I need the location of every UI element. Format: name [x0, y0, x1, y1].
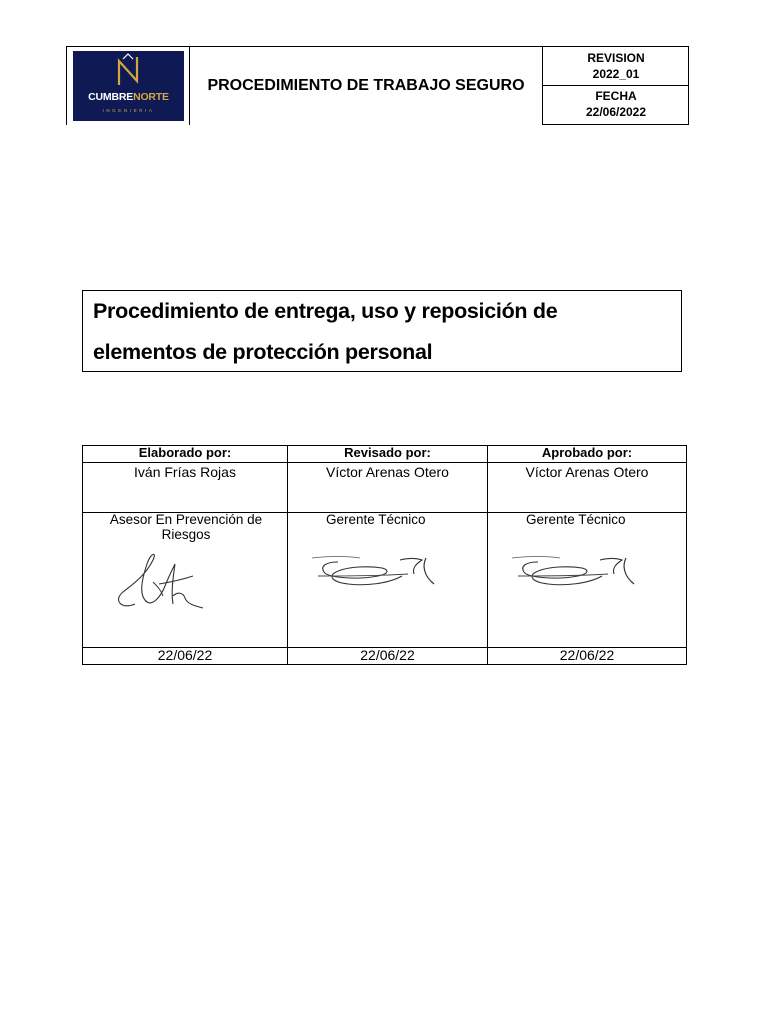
signature-column-revisado	[287, 446, 487, 664]
signature-date: 22/06/22	[488, 647, 686, 664]
document-title-line1: Procedimiento de entrega, uso y reposición de	[93, 299, 558, 323]
date-label: FECHA	[595, 89, 637, 103]
document-title-line2: elementos de protección personal	[93, 340, 433, 364]
handwritten-signature-icon	[308, 550, 458, 595]
document-header	[66, 46, 689, 125]
n-mountain-logo-icon	[73, 51, 184, 91]
signer-name: Víctor Arenas Otero	[488, 463, 686, 513]
signature-column-aprobado	[487, 446, 686, 664]
header-title: PROCEDIMIENTO DE TRABAJO SEGURO	[207, 77, 525, 94]
date-value: 22/06/2022	[585, 105, 647, 119]
revision-label: REVISION	[587, 51, 645, 65]
signer-name: Iván Frías Rojas	[83, 463, 287, 513]
company-logo	[73, 51, 184, 121]
logo-subtitle: INGENIERIA	[102, 108, 155, 113]
handwritten-signature-icon	[508, 550, 658, 595]
revision-box	[543, 47, 689, 86]
signer-role: Gerente Técnico	[326, 512, 426, 527]
handwritten-signature-icon	[113, 546, 213, 616]
logo-wordmark: CUMBRENORTE	[88, 91, 169, 103]
signature-table	[82, 445, 687, 665]
signer-name: Víctor Arenas Otero	[288, 463, 487, 513]
document-title	[82, 290, 682, 372]
column-header: Elaborado por:	[83, 446, 287, 463]
signer-role: Gerente Técnico	[526, 512, 626, 527]
revision-value: 2022_01	[592, 67, 640, 81]
signature-date: 22/06/22	[83, 647, 287, 664]
signature-date: 22/06/22	[288, 647, 487, 664]
signer-role: Asesor En Prevención de Riesgos	[109, 512, 263, 542]
date-box	[543, 86, 689, 125]
signature-column-elaborado	[83, 446, 287, 664]
column-header: Revisado por:	[288, 446, 487, 463]
logo-cell	[67, 47, 190, 125]
column-header: Aprobado por:	[488, 446, 686, 463]
revision-cell	[542, 47, 688, 125]
